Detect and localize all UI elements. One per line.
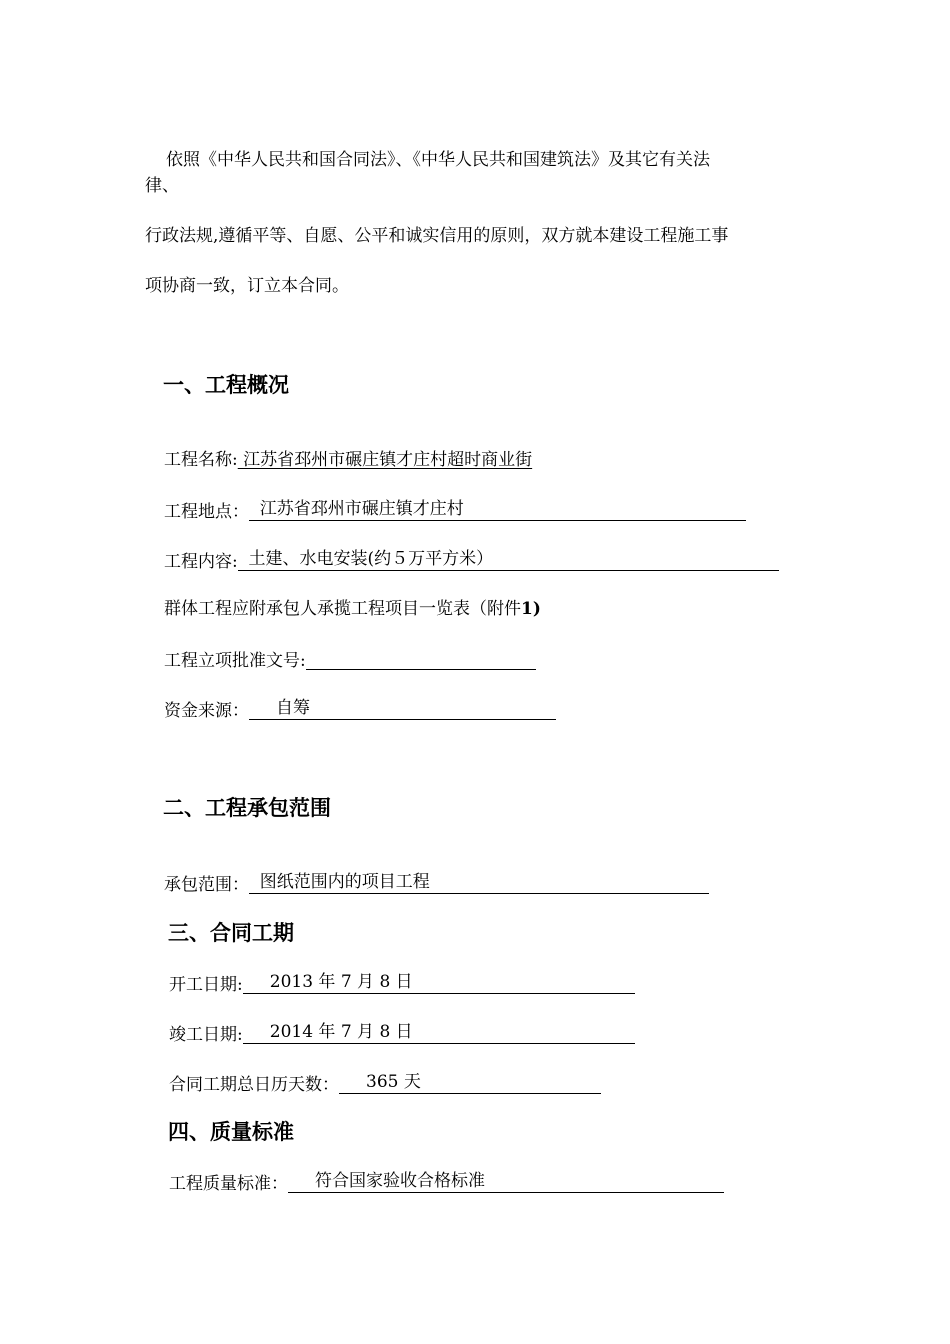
preamble-line-3: 项协商一致，订立本合同。 xyxy=(145,276,349,296)
end-date-row xyxy=(169,1022,635,1045)
scope-field xyxy=(249,872,709,894)
total-days-field xyxy=(339,1072,601,1094)
scope-label: 承包范围： xyxy=(164,875,249,895)
quality-standard-field xyxy=(288,1171,724,1193)
project-content-label: 工程内容: xyxy=(164,552,238,572)
group-project-note-attachment: 1) xyxy=(521,599,541,619)
total-days-value: 365 天 xyxy=(339,1072,421,1092)
approval-number-field xyxy=(306,651,536,670)
project-location-row xyxy=(164,499,746,522)
quality-standard-label: 工程质量标准： xyxy=(169,1174,288,1194)
project-name-row xyxy=(164,452,532,469)
project-name-value: 江苏省邳州市碾庄镇才庄村超时商业街 xyxy=(237,450,533,470)
quality-standard-row xyxy=(169,1171,724,1194)
approval-number-row xyxy=(164,651,536,670)
start-date-value: 2013 年 7 月 8 日 xyxy=(242,972,413,992)
start-date-row xyxy=(169,972,635,995)
section-1-heading: 一、工程概况 xyxy=(163,373,289,397)
funding-source-row xyxy=(164,698,556,721)
project-content-value: 土建、水电安装(约５万平方米） xyxy=(237,549,494,569)
group-project-note-text: 群体工程应附承包人承揽工程项目一览表（附件 xyxy=(164,599,521,619)
project-content-row xyxy=(164,549,779,572)
preamble-line-1-wrap: 律、 xyxy=(145,176,179,196)
start-date-field xyxy=(242,972,635,994)
scope-value: 图纸范围内的项目工程 xyxy=(249,872,430,892)
approval-number-label: 工程立项批准文号: xyxy=(164,651,306,671)
end-date-label: 竣工日期: xyxy=(169,1025,243,1045)
project-location-field xyxy=(249,499,746,521)
project-location-label: 工程地点： xyxy=(164,502,249,522)
section-4-heading: 四、质量标准 xyxy=(168,1120,294,1144)
total-days-row xyxy=(169,1072,601,1095)
section-3-heading: 三、合同工期 xyxy=(168,921,294,945)
funding-source-value: 自筹 xyxy=(249,698,311,718)
start-date-label: 开工日期: xyxy=(169,975,243,995)
funding-source-field xyxy=(249,698,556,720)
end-date-field xyxy=(242,1022,635,1044)
end-date-value: 2014 年 7 月 8 日 xyxy=(242,1022,413,1042)
project-name-label: 工程名称: xyxy=(164,450,238,470)
project-location-value: 江苏省邳州市碾庄镇才庄村 xyxy=(249,499,464,519)
group-project-note xyxy=(164,601,541,618)
section-2-heading: 二、工程承包范围 xyxy=(163,796,331,820)
preamble-line-1: 依照《中华人民共和国合同法》、《中华人民共和国建筑法》及其它有关法 xyxy=(166,150,710,170)
project-content-field xyxy=(237,549,779,571)
quality-standard-value: 符合国家验收合格标准 xyxy=(288,1171,486,1191)
preamble-line-2: 行政法规,遵循平等、自愿、公平和诚实信用的原则，双方就本建设工程施工事 xyxy=(145,226,729,246)
total-days-label: 合同工期总日历天数： xyxy=(169,1075,339,1095)
scope-row xyxy=(164,872,709,895)
funding-source-label: 资金来源： xyxy=(164,701,249,721)
